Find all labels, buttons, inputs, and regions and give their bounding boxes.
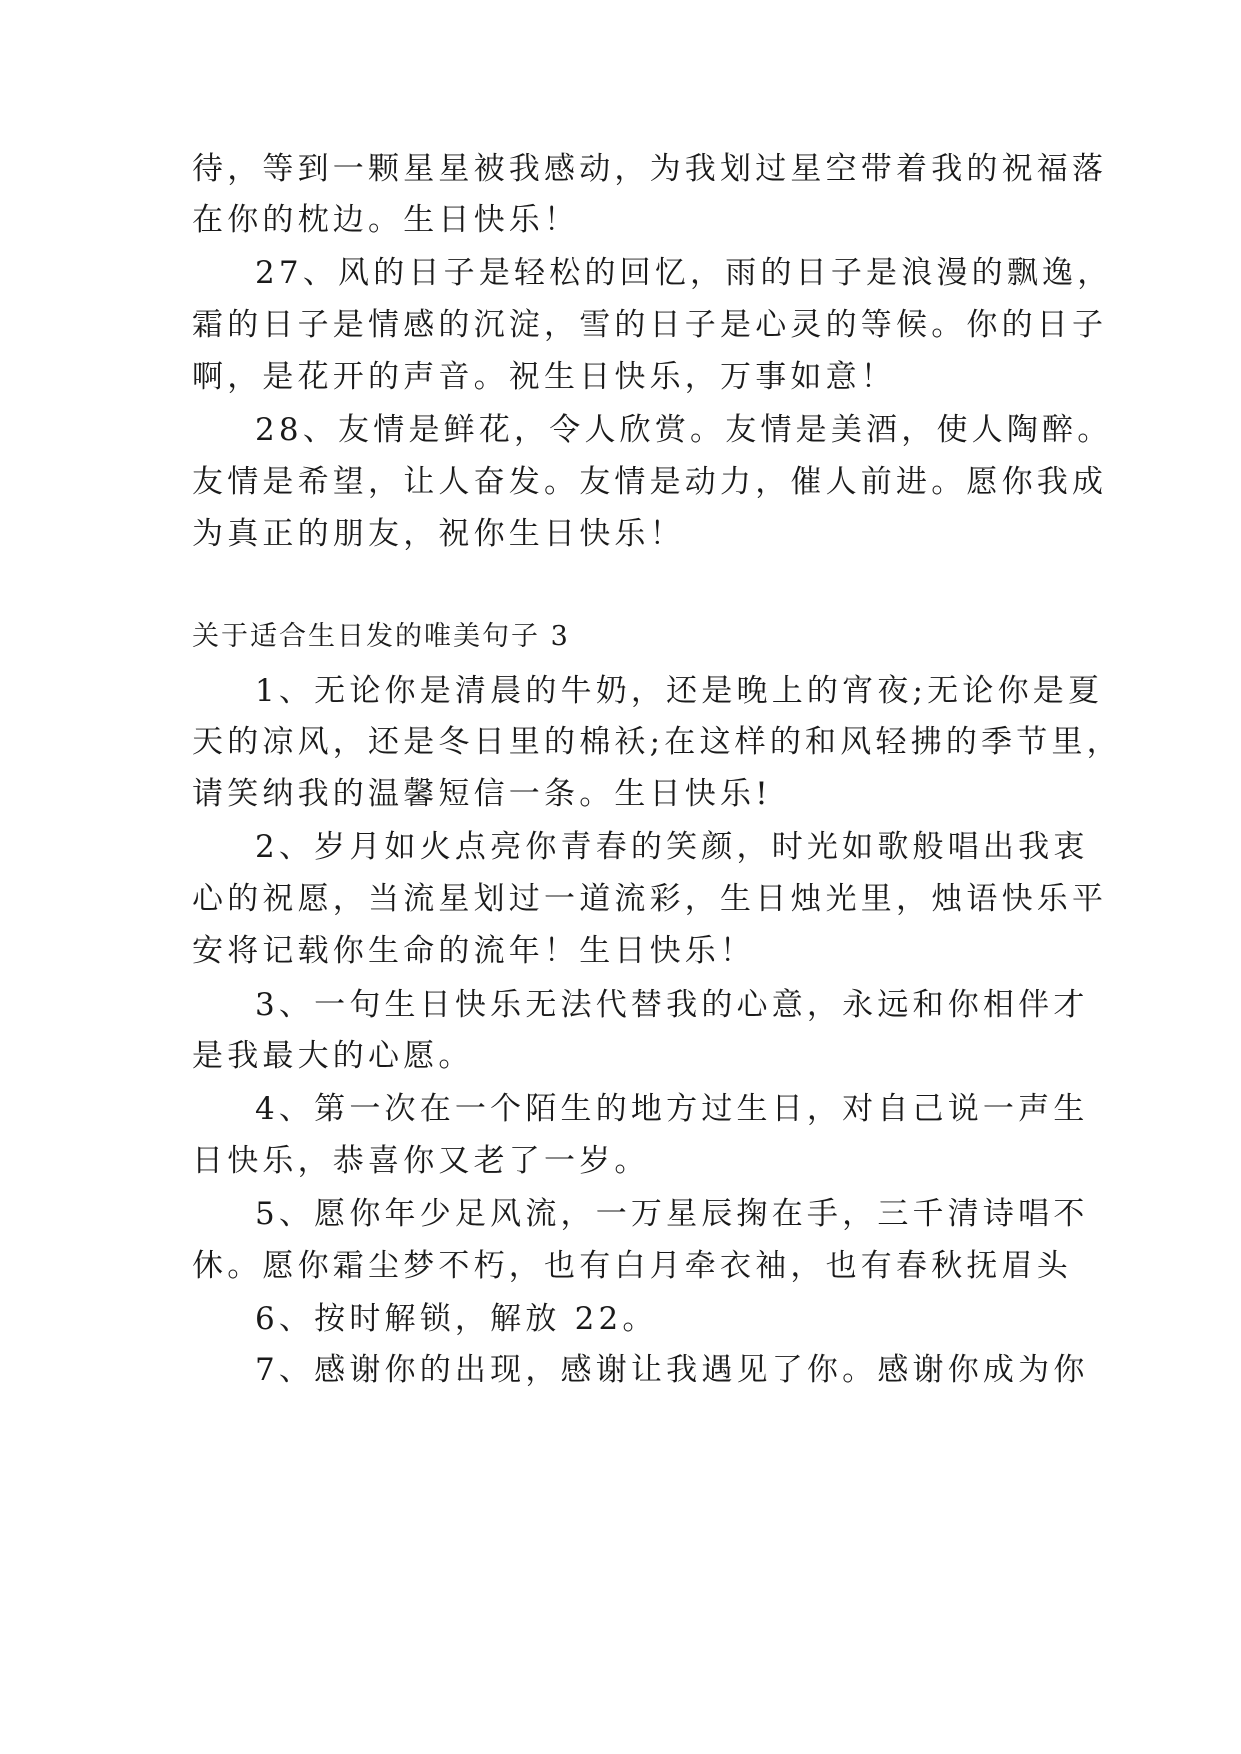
paragraph-line: 27、风的日子是轻松的回忆，雨的日子是浪漫的飘逸， [255,255,1113,291]
paragraph-line: 霜的日子是情感的沉淀，雪的日子是心灵的等候。你的日子 [192,307,1108,343]
paragraph-line: 日快乐，恭喜你又老了一岁。 [192,1143,650,1179]
paragraph-line: 待，等到一颗星星被我感动，为我划过星空带着我的祝福落 [192,151,1108,187]
paragraph-line: 在你的枕边。生日快乐！ [192,202,580,238]
paragraph-line: 天的凉风，还是冬日里的棉袄;在这样的和风轻拂的季节里， [192,724,1122,760]
paragraph-line: 1、无论你是清晨的牛奶，还是晚上的宵夜;无论你是夏 [255,673,1104,709]
paragraph-line: 请笑纳我的温馨短信一条。生日快乐! [192,776,772,812]
paragraph-line: 6、按时解锁，解放 22。 [255,1301,658,1337]
section-heading: 关于适合生日发的唯美句子 3 [192,621,570,652]
paragraph-line: 28、友情是鲜花，令人欣赏。友情是美酒，使人陶醉。 [255,412,1113,448]
paragraph-line: 7、感谢你的出现，感谢让我遇见了你。感谢你成为你 [255,1352,1089,1388]
paragraph-line: 啊，是花开的声音。祝生日快乐，万事如意！ [192,359,896,395]
paragraph-line: 2、岁月如火点亮你青春的笑颜，时光如歌般唱出我衷 [255,829,1089,865]
paragraph-line: 安将记载你生命的流年！生日快乐！ [192,933,756,969]
paragraph-line: 4、第一次在一个陌生的地方过生日，对自己说一声生 [255,1091,1089,1127]
paragraph-line: 3、一句生日快乐无法代替我的心意，永远和你相伴才 [255,987,1089,1023]
paragraph-line: 为真正的朋友，祝你生日快乐！ [192,516,685,552]
paragraph-line: 是我最大的心愿。 [192,1038,474,1074]
paragraph-line: 心的祝愿，当流星划过一道流彩，生日烛光里，烛语快乐平 [192,881,1108,917]
paragraph-line: 5、愿你年少足风流，一万星辰掬在手，三千清诗唱不 [255,1196,1089,1232]
paragraph-line: 友情是希望，让人奋发。友情是动力，催人前进。愿你我成 [192,464,1108,500]
paragraph-line: 休。愿你霜尘梦不朽，也有白月牵衣袖，也有春秋抚眉头 [192,1248,1072,1284]
